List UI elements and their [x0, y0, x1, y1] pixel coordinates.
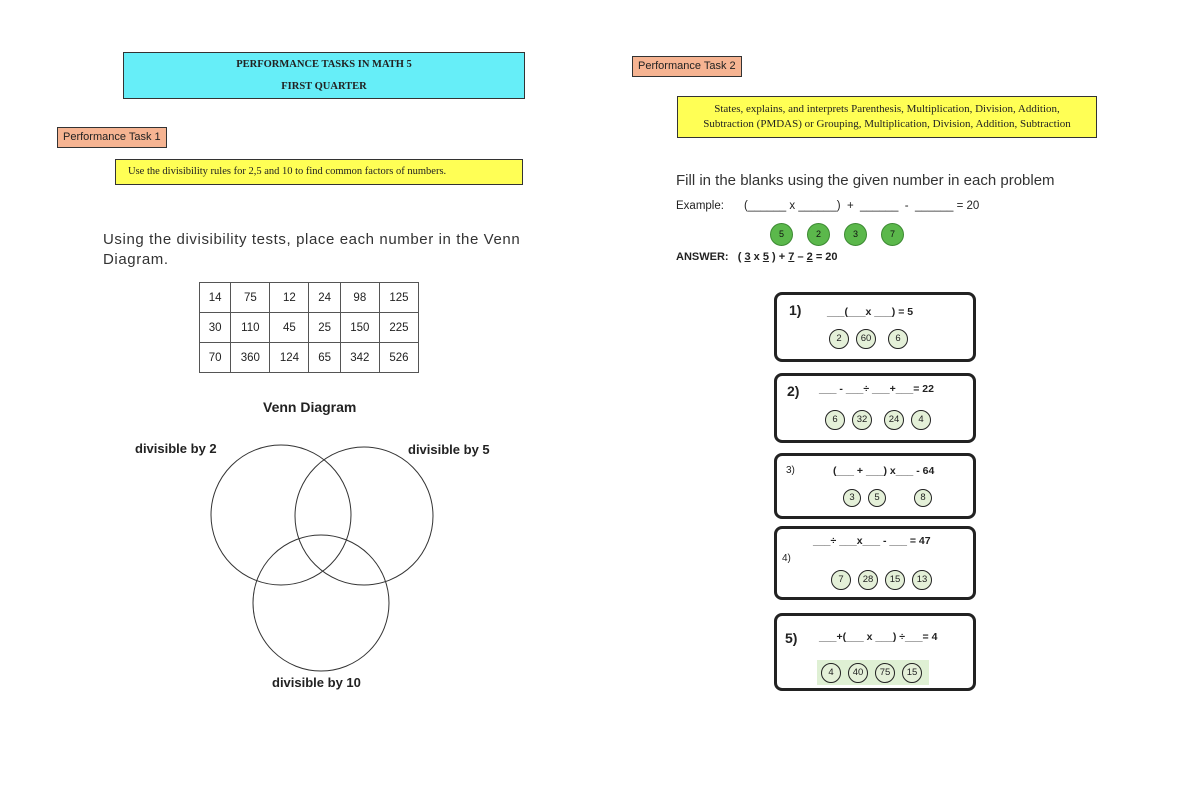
answer-value: 7: [788, 251, 795, 263]
example-answer: [676, 251, 838, 263]
given-number: 2: [829, 329, 849, 349]
example-number: 2: [807, 223, 830, 246]
given-number: 4: [821, 663, 841, 683]
task1-instruction: [103, 230, 543, 270]
answer-paren: ): [772, 251, 776, 263]
given-number: 28: [858, 570, 878, 590]
given-number: 40: [848, 663, 868, 683]
venn-label-10: divisible by 10: [272, 675, 361, 690]
table-cell: 12: [270, 283, 309, 313]
problem-number: 5): [785, 630, 798, 646]
problem-equation: ___÷ ___x___ - ___ = 47: [813, 535, 931, 547]
table-cell: 65: [309, 343, 340, 373]
table-cell: 342: [340, 343, 379, 373]
answer-value: 2: [806, 251, 813, 263]
problem-box-3: [774, 453, 976, 519]
problem-equation: ___+(___ x ___) ÷___= 4: [819, 631, 938, 643]
given-number: 3: [843, 489, 861, 507]
problem-numbers: [829, 328, 915, 349]
example-number: 7: [881, 223, 904, 246]
given-number: 4: [911, 410, 931, 430]
table-cell: 25: [309, 313, 340, 343]
given-number: 6: [825, 410, 845, 430]
page-header: [123, 52, 525, 99]
task1-instruction-line2: Diagram.: [103, 251, 169, 268]
task1-tag: Performance Task 1: [57, 127, 167, 148]
venn-title: Venn Diagram: [263, 399, 357, 415]
example-number: 5: [770, 223, 793, 246]
table-cell: 24: [309, 283, 340, 313]
answer-result: = 20: [815, 251, 838, 263]
task2-rule-line2: Subtraction (PMDAS) or Grouping, Multiplication, Division, Addition, Subtraction: [703, 118, 1071, 130]
example-numbers: [770, 223, 918, 246]
task1-rule: Use the divisibility rules for 2,5 and 10 to find common factors of numbers.: [115, 159, 523, 185]
example-label: Example:: [676, 200, 724, 212]
given-number: 5: [868, 489, 886, 507]
problem-numbers: [831, 569, 939, 590]
problem-box-1: [774, 292, 976, 362]
header-subtitle: FIRST QUARTER: [281, 81, 367, 92]
table-row: [200, 343, 419, 373]
task2-rule-line1: States, explains, and interprets Parenthesis, Multiplication, Division, Addition,: [714, 103, 1060, 115]
answer-value: 5: [762, 251, 769, 263]
table-cell: 45: [270, 313, 309, 343]
table-cell: 98: [340, 283, 379, 313]
task1-instruction-line1: Using the divisibility tests, place each number in the Venn: [103, 231, 521, 248]
problem-number: 2): [787, 383, 800, 399]
venn-diagram: [190, 440, 450, 680]
problem-box-4: [774, 526, 976, 600]
given-number: 75: [875, 663, 895, 683]
table-cell: 125: [379, 283, 418, 313]
table-cell: 526: [379, 343, 418, 373]
task2-tag: Performance Task 2: [632, 56, 742, 77]
answer-op: x: [753, 251, 760, 263]
table-cell: 225: [379, 313, 418, 343]
task2-title: Fill in the blanks using the given number in each problem: [676, 172, 1055, 189]
problem-numbers: [825, 409, 938, 430]
table-cell: 14: [200, 283, 231, 313]
answer-op: –: [797, 251, 804, 263]
given-number: 60: [856, 329, 876, 349]
answer-value: 3: [744, 251, 751, 263]
given-number: 7: [831, 570, 851, 590]
header-title: PERFORMANCE TASKS IN MATH 5: [236, 59, 412, 70]
venn-label-2: divisible by 2: [135, 441, 217, 456]
given-number: 8: [914, 489, 932, 507]
problem-box-2: [774, 373, 976, 443]
problem-numbers: [843, 487, 939, 507]
given-number: 15: [885, 570, 905, 590]
table-row: [200, 283, 419, 313]
answer-paren: (: [737, 251, 742, 263]
problem-number: 4): [782, 553, 791, 564]
problem-equation: ___ - ___÷ ___+___= 22: [819, 383, 934, 395]
given-number: 13: [912, 570, 932, 590]
problem-equation: (___ + ___) x___ - 64: [833, 465, 935, 477]
task2-rule: [677, 96, 1097, 138]
given-number: 6: [888, 329, 908, 349]
table-cell: 30: [200, 313, 231, 343]
problem-numbers: [817, 660, 929, 685]
table-cell: 75: [231, 283, 270, 313]
table-row: [200, 313, 419, 343]
problem-equation: ___(___x ___) = 5: [827, 306, 914, 318]
given-number: 24: [884, 410, 904, 430]
problem-number: 3): [786, 465, 795, 476]
problem-number: 1): [789, 302, 802, 318]
venn-circle-2: [211, 445, 351, 585]
given-number: 32: [852, 410, 872, 430]
given-number: 15: [902, 663, 922, 683]
venn-circle-10: [253, 535, 389, 671]
table-cell: 124: [270, 343, 309, 373]
table-cell: 150: [340, 313, 379, 343]
venn-label-5: divisible by 5: [408, 442, 490, 457]
answer-op: +: [778, 251, 786, 263]
table-cell: 360: [231, 343, 270, 373]
problem-box-5: [774, 613, 976, 691]
example-number: 3: [844, 223, 867, 246]
numbers-table: [199, 282, 419, 373]
table-cell: 110: [231, 313, 270, 343]
example-equation: (______ x ______) + ______ - ______ = 20: [744, 200, 980, 212]
venn-circle-5: [295, 447, 433, 585]
answer-label: ANSWER:: [676, 251, 729, 263]
table-cell: 70: [200, 343, 231, 373]
